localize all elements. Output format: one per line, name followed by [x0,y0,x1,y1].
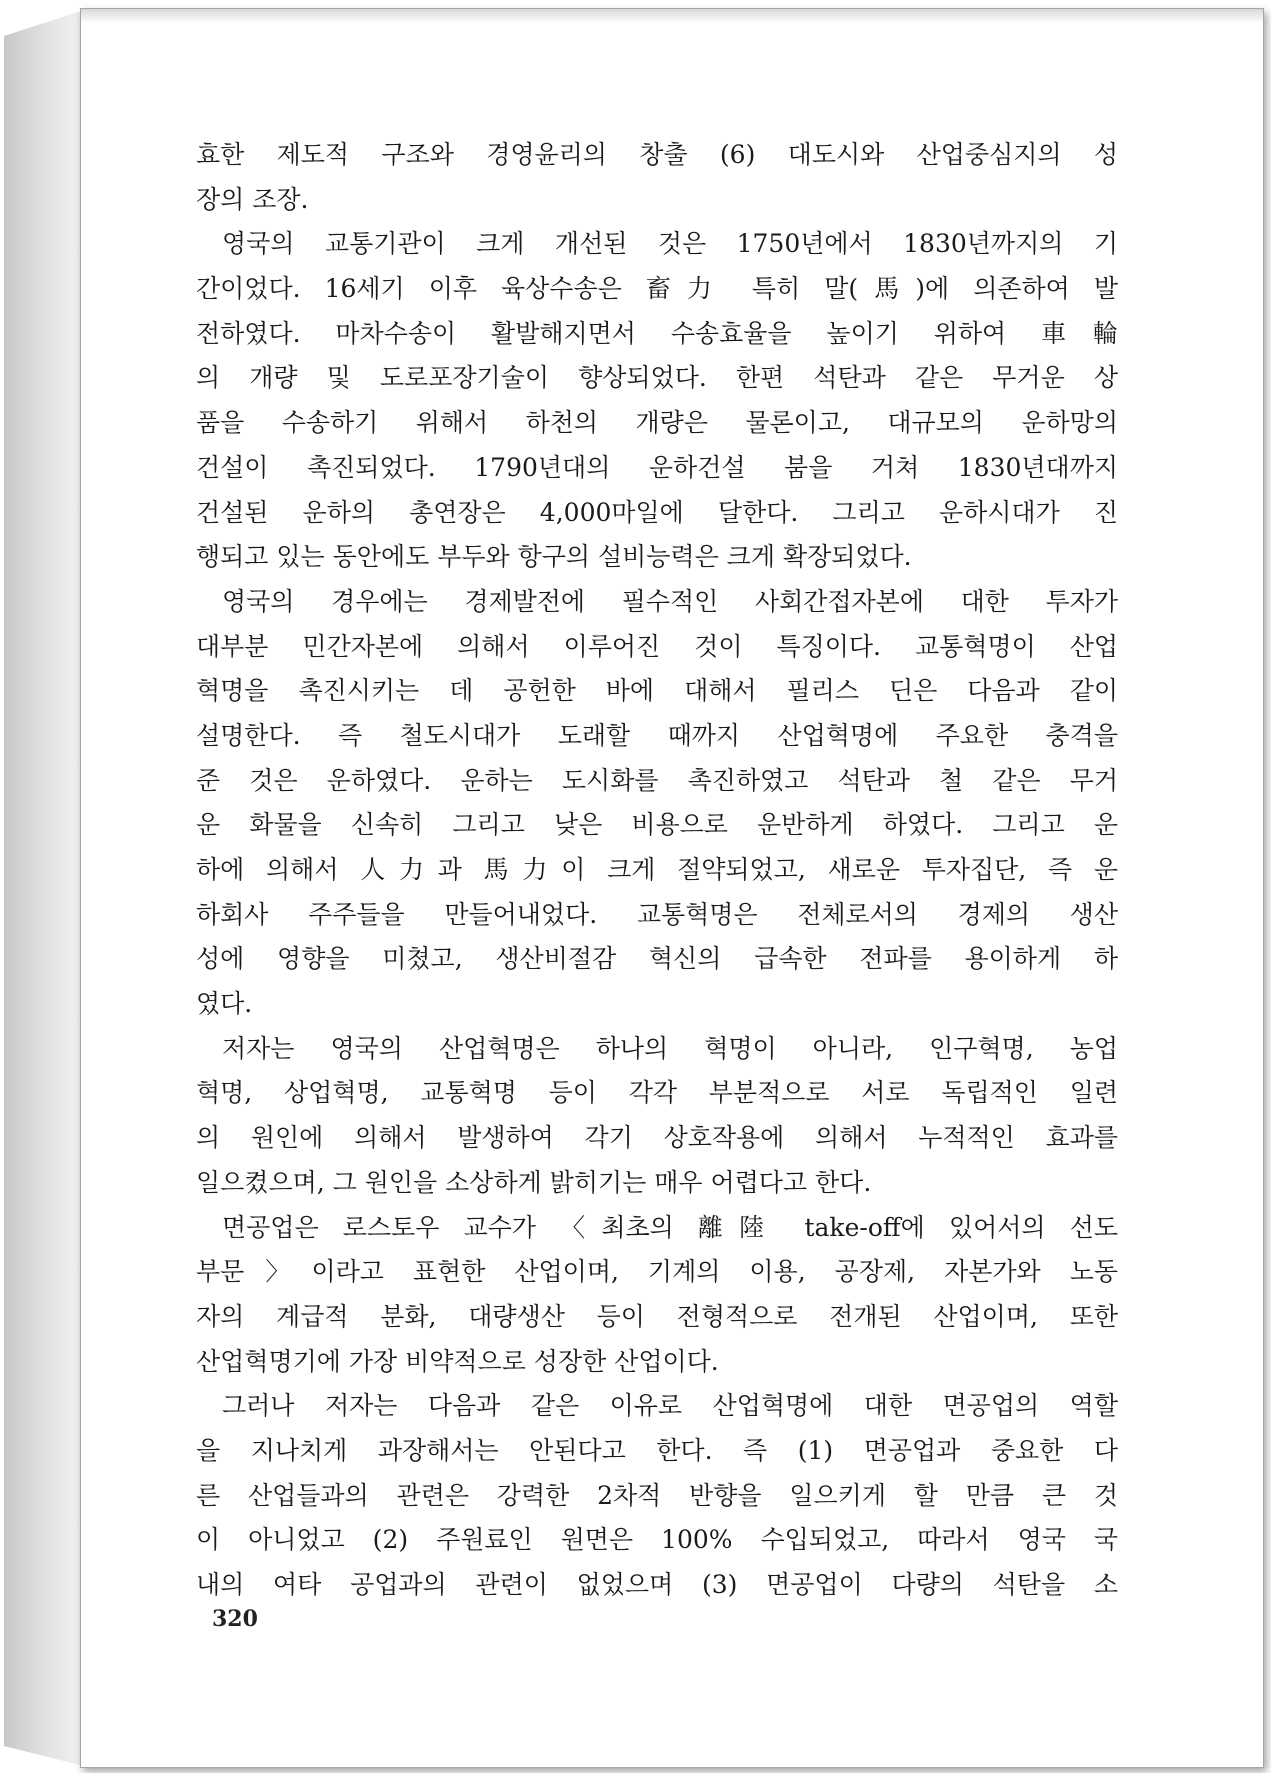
text-line: 부문〉이라고 표현한 산업이며, 기계의 이용, 공장제, 자본가와 노동 [196,1257,1118,1287]
text-line: 그러나 저자는 다음과 같은 이유로 산업혁명에 대한 면공업의 역할 [222,1391,1118,1421]
text-line: 성에 영향을 미쳤고, 생산비절감 혁신의 급속한 전파를 용이하게 하 [196,944,1118,974]
page-top-shadow [81,9,1263,23]
text-line: 건설된 운하의 총연장은 4,000마일에 달한다. 그리고 운하시대가 진 [196,497,1118,527]
text-line: 을 지나치게 과장해서는 안된다고 한다. 즉 (1) 면공업과 중요한 다 [196,1435,1118,1465]
text-line: 른 산업들과의 관련은 강력한 2차적 반향을 일으키게 할 만큼 큰 것 [196,1480,1118,1510]
text-line: 혁명을 촉진시키는 데 공헌한 바에 대해서 필리스 딘은 다음과 같이 [196,676,1118,706]
text-line: 였다. [196,989,253,1019]
text-line: 내의 여타 공업과의 관련이 없었으며 (3) 면공업이 다량의 석탄을 소 [196,1570,1118,1599]
text-line: 저자는 영국의 산업혁명은 하나의 혁명이 아니라, 인구혁명, 농업 [222,1033,1118,1063]
text-line: 자의 계급적 분화, 대량생산 등이 전형적으로 전개된 산업이며, 또한 [196,1301,1118,1331]
text-line: 품을 수송하기 위해서 하천의 개량은 물론이고, 대규모의 운하망의 [196,408,1118,438]
text-line: 간이었다. 16세기 이후 육상수송은 畜力 특히 말(馬)에 의존하여 발 [196,274,1118,304]
text-line: 하회사 주주들을 만들어내었다. 교통혁명은 전체로서의 경제의 생산 [196,899,1118,929]
text-line: 의 원인에 의해서 발생하여 각기 상호작용에 의해서 누적적인 효과를 [196,1123,1118,1153]
text-line: 효한 제도적 구조와 경영윤리의 창출 (6) 대도시와 산업중심지의 성 [196,140,1118,169]
text-line: 영국의 교통기관이 크게 개선된 것은 1750년에서 1830년까지의 기 [222,229,1118,259]
text-line: 면공업은 로스토우 교수가 〈최초의 離陸 take-off에 있어서의 선도 [222,1212,1118,1242]
text-line: 행되고 있는 동안에도 부두와 항구의 설비능력은 크게 확장되었다. [196,542,912,572]
text-line: 일으켰으며, 그 원인을 소상하게 밝히기는 매우 어렵다고 한다. [196,1167,872,1197]
text-line: 장의 조장. [196,184,309,214]
book-spine [4,10,84,1766]
text-line: 이 아니었고 (2) 주원료인 원면은 100% 수입되었고, 따라서 영국 국 [196,1525,1118,1555]
text-line: 준 것은 운하였다. 운하는 도시화를 촉진하였고 석탄과 철 같은 무거 [196,765,1118,795]
page-number: 320 [212,1606,258,1632]
text-line: 건설이 촉진되었다. 1790년대의 운하건설 붐을 거쳐 1830년대까지 [196,452,1118,482]
text-line: 산업혁명기에 가장 비약적으로 성장한 산업이다. [196,1346,719,1376]
text-line: 설명한다. 즉 철도시대가 도래할 때까지 산업혁명에 주요한 충격을 [196,720,1118,750]
text-line: 하에 의해서 人力과 馬力이 크게 절약되었고, 새로운 투자집단, 즉 운 [196,855,1118,884]
body-text [196,138,1118,1613]
text-line: 혁명, 상업혁명, 교통혁명 등이 각각 부분적으로 서로 독립적인 일련 [196,1078,1118,1108]
text-line: 대부분 민간자본에 의해서 이루어진 것이 특징이다. 교통혁명이 산업 [196,631,1118,661]
text-line: 영국의 경우에는 경제발전에 필수적인 사회간접자본에 대한 투자가 [222,586,1118,616]
text-line: 의 개량 및 도로포장기술이 향상되었다. 한편 석탄과 같은 무거운 상 [196,363,1118,393]
text-line: 운 화물을 신속히 그리고 낮은 비용으로 운반하게 하였다. 그리고 운 [196,810,1118,840]
text-line: 전하였다. 마차수송이 활발해지면서 수송효율을 높이기 위하여 車輪 [196,318,1118,348]
